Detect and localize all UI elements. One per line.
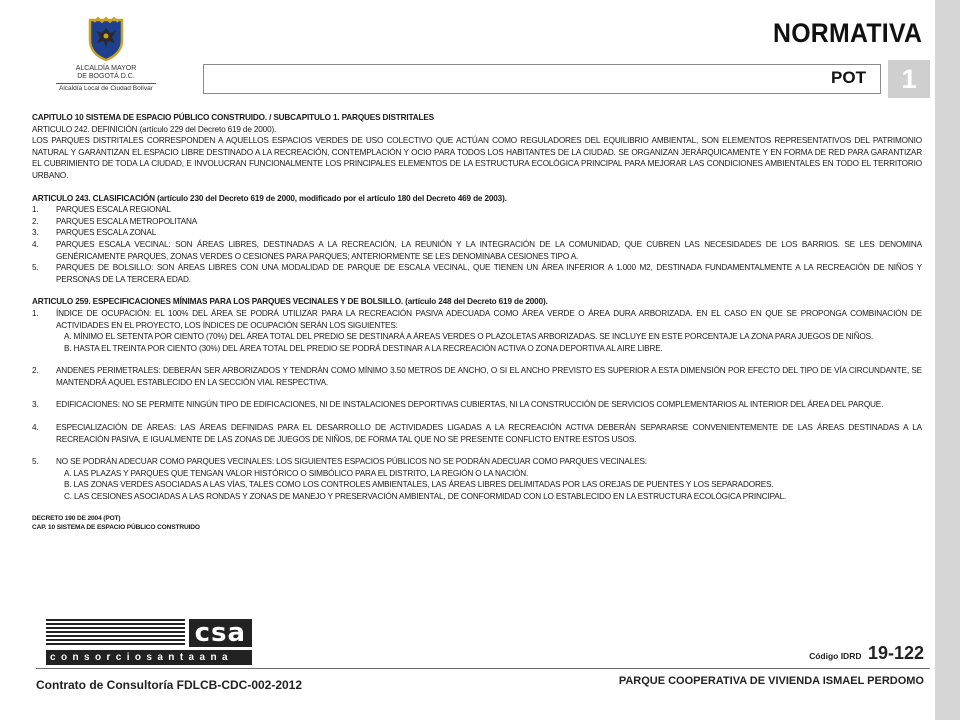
- list-item: 2. ANDENES PERIMETRALES: DEBERÁN SER ARBORIZADOS Y TENDRÁN COMO MÍNIMO 3.50 METROS DE ANCHO, O SI EL ANCHO PREVISTO ES SUPERIOR A ESTA DIMENSIÓN POR EFECTO DEL TIPO DE VÍA CIRCUNDANTE, SE MANTENDRÁ AQUEL ESTABLECIDO EN LA SECCIÓN VIAL RESPECTIVA.: [32, 366, 922, 387]
- reference-line-1: DECRETO 190 DE 2004 (POT): [32, 514, 121, 522]
- list-item: 1. PARQUES ESCALA REGIONAL: [32, 205, 171, 215]
- list-item: 5. NO SE PODRÁN ADECUAR COMO PARQUES VECINALES: LOS SIGUIENTES ESPACIOS PÚBLICOS NO SE PODRÁN ADECUAR COMO PARQUES VECINALES:: [32, 457, 647, 467]
- chapter-heading: CAPITULO 10 SISTEMA DE ESPACIO PÚBLICO CONSTRUIDO. / SUBCAPITULO 1. PARQUES DISTRITALES: [32, 113, 434, 122]
- reference-line-2: CAP. 10 SISTEMA DE ESPACIO PÚBLICO CONSTRUIDO: [32, 524, 200, 532]
- page-number: 1: [888, 60, 930, 98]
- list-item: 5. PARQUES DE BOLSILLO: SON ÁREAS LIBRES CON UNA MODALIDAD DE PARQUE DE ESCALA VECINAL, QUE TIENEN UN ÁREA INFERIOR A 1.000 M2, DESTINADA FUNDAMENTALMENTE A LA RECREACIÓN DE NIÑOS Y PERSONAS DE LA TERCERA EDAD.: [32, 263, 922, 284]
- sub-item: B. LAS ZONAS VERDES ASOCIADAS A LAS VÍAS, TALES COMO LOS CONTROLES AMBIENTALES, LAS ÁREAS LIBRES DELIMITADAS POR LAS OREJAS DE PUENTES Y LOS SEPARADORES.: [64, 480, 774, 490]
- article-242-title: ARTICULO 242. DEFINICIÓN (artículo 229 del Decreto 619 de 2000).: [32, 124, 277, 134]
- footer-divider: [36, 668, 930, 669]
- codigo-label: Código IDRD: [809, 651, 862, 661]
- alcaldia-logo: [56, 16, 156, 93]
- sub-item: B. HASTA EL TREINTA POR CIENTO (30%) DEL ÁREA TOTAL DEL PREDIO SE PODRÁ DESTINAR A LA RECREACIÓN ACTIVA O ZONA DEPORTIVA AL AIRE LIBRE.: [64, 343, 663, 353]
- list-item: 4. PARQUES ESCALA VECINAL: SON ÁREAS LIBRES, DESTINADAS A LA RECREACIÓN, LA REUNIÓN Y LA INTEGRACIÓN DE LA COMUNIDAD, QUE CUBREN LAS NECESIDADES DE LOS BARRIOS. SE LES DENOMINA GENÉRICAMENTE PARQUES, ZONAS VERDES O CESIONES PARA PARQUES; ANTERIORMENTE SE LES DENOMINABA CESIONES TIPO A.: [32, 239, 922, 261]
- section-label: POT: [831, 68, 866, 87]
- list-item: 3. EDIFICACIONES: NO SE PERMITE NINGÚN TIPO DE EDIFICACIONES, NI DE INSTALACIONES DEPORTIVAS CUBIERTAS, NI LA CONSTRUCCIÓN DE SERVICIOS COMPLEMENTARIOS AL INTERIOR DEL ÁREA DEL PARQUE.: [32, 400, 884, 410]
- document-body: [32, 112, 922, 533]
- contract-label: Contrato de Consultoría FDLCB-CDC-002-2012: [36, 678, 303, 692]
- list-item: 1. ÍNDICE DE OCUPACIÓN: EL 100% DEL ÁREA SE PODRÁ UTILIZAR PARA LA RECREACIÓN PASIVA ADECUADA COMO ÁREA VERDE O ÁREA DURA ARBORIZADA. EN EL CASO EN QUE SE PROPONGA COMBINACIÓN DE ACTIVIDADES EN EL PROYECTO, LOS ÍNDICES DE OCUPACIÓN SERÁN LOS SIGUIENTES:: [32, 308, 922, 330]
- codigo-idrd: [809, 643, 924, 664]
- codigo-value: 19-122: [867, 643, 924, 663]
- logo-line-1: ALCALDÍA MAYOR: [75, 65, 137, 72]
- list-item: 3. PARQUES ESCALA ZONAL: [32, 228, 157, 238]
- article-242-text: LOS PARQUES DISTRITALES CORRESPONDEN A AQUELLOS ESPACIOS VERDES DE USO COLECTIVO QUE ACTÚAN COMO REGULADORES DEL EQUILIBRIO AMBIENTAL, SON ELEMENTOS REPRESENTATIVOS DEL PATRIMONIO NATURAL Y GARANTIZAN EL ESPACIO LIBRE DESTINADO A LA RECREACIÓN, CONTEMPLACIÓN Y OCIO PARA TODOS LOS HABITANTES DE LA CIUDAD. SE ORGANIZAN JERÁRQUICAMENTE Y EN FORMA DE RED PARA GARANTIZAR EL CUBRIMIENTO DE TODA LA CIUDAD, E INVOLUCRAN FUNCIONALMENTE LOS PRINCIPALES ELEMENTOS DE LA ESTRUCTURA ECOLÓGICA PRINCIPAL PARA MEJORAR LAS CONDICIONES AMBIENTALES EN TODO EL TERRITORIO URBANO.: [32, 136, 922, 180]
- article-243-title: ARTICULO 243. CLASIFICACIÓN (artículo 230 del Decreto 619 de 2000, modificado por el artículo 180 del Decreto 469 de 2003).: [32, 193, 507, 203]
- coat-of-arms-icon: [85, 16, 127, 62]
- park-name: PARQUE COOPERATIVA DE VIVIENDA ISMAEL PERDOMO: [618, 675, 924, 687]
- sub-item: A. LAS PLAZAS Y PARQUES QUE TENGAN VALOR HISTÓRICO O SIMBÓLICO PARA EL DISTRITO, LA REGIÓN O LA NACIÓN.: [64, 468, 529, 478]
- sub-item: C. LAS CESIONES ASOCIADAS A LAS RONDAS Y ZONAS DE MANEJO Y PRESERVACIÓN AMBIENTAL, DE CONFORMIDAD CON LO ESTABLECIDO EN LA ESTRUCTURA ECOLÓGICA PRINCIPAL.: [64, 492, 787, 502]
- page-title: NORMATIVA: [772, 18, 922, 48]
- logo-word: csa: [189, 619, 252, 647]
- consortium-logo: [46, 619, 252, 665]
- logo-stripes: [46, 619, 185, 647]
- article-259-title: ARTICULO 259. ESPECIFICACIONES MÍNIMAS PARA LOS PARQUES VECINALES Y DE BOLSILLO. (artículo 248 del Decreto 619 de 2000).: [32, 297, 548, 307]
- list-item: 4. ESPECIALIZACIÓN DE ÁREAS: LAS ÁREAS DEFINIDAS PARA EL DESARROLLO DE ACTIVIDADES LIGADAS A LA RECREACIÓN ACTIVA DEBERÁN SEPARARSE CONVENIENTEMENTE DE LAS ÁREAS DESTINADAS A LA RECREACIÓN PASIVA, E IGUALMENTE DE LAS ZONAS DE JUEGOS DE NIÑOS, DE FORMA TAL QUE NO SE PRESENTE CONFLICTO ENTRE ESTOS USOS.: [32, 423, 922, 444]
- section-box: [203, 64, 881, 94]
- right-edge-strip: [935, 0, 960, 720]
- list-item: 2. PARQUES ESCALA METROPOLITANA: [32, 216, 198, 226]
- logo-tagline: consorciosantaana: [46, 650, 252, 665]
- logo-line-3: Alcaldía Local de Ciudad Bolívar: [56, 83, 156, 93]
- sub-item: A. MÍNIMO EL SETENTA POR CIENTO (70%) DEL ÁREA TOTAL DEL PREDIO SE DESTINARÁ A ÁREAS VERDES O PLAZOLETAS ARBORIZADAS. SE INCLUYE EN ESTE PORCENTAJE LA ZONA PARA JUEGOS DE NIÑOS.: [64, 332, 874, 342]
- logo-line-2: DE BOGOTÁ D.C.: [77, 73, 135, 80]
